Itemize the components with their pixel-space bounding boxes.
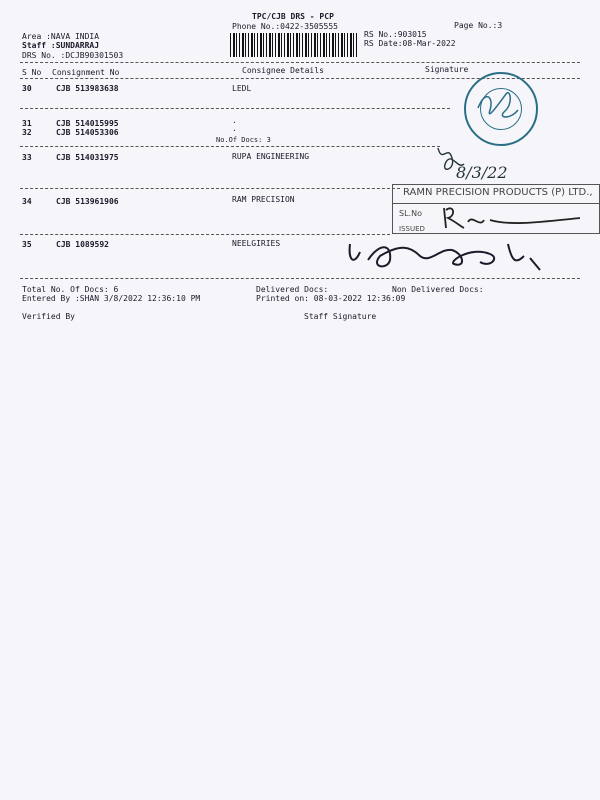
row-32-consignment: CJB 514053306 (56, 128, 119, 137)
row-34-consignee: RAM PRECISION (232, 195, 295, 204)
total-docs: Total No. Of Docs: 6 (22, 285, 119, 294)
column-sno: S No (22, 68, 42, 77)
area-label: Area :NAVA INDIA (22, 32, 100, 41)
group-doc-count: No.Of Docs: 3 (216, 136, 271, 144)
staff-label: Staff :SUNDARRAJ (22, 41, 100, 50)
row-31-consignee: . (232, 116, 237, 125)
drs-number: DRS No. :DCJB90301503 (22, 51, 124, 60)
row-35-consignee: NEELGIRIES (232, 239, 281, 248)
phone-number: Phone No.:0422-3505555 (232, 22, 338, 31)
signature-date: 8/3/22 (456, 163, 508, 182)
row-33-signature (430, 140, 510, 190)
header-divider (20, 62, 580, 63)
page-number: Page No.:3 (454, 21, 503, 30)
rs-date: RS Date:08-Mar-2022 (364, 39, 456, 48)
row-31-sno: 31 (22, 119, 32, 128)
row-divider (20, 234, 390, 235)
row-34-signature (440, 200, 590, 236)
column-consignment: Consignment No (52, 68, 120, 77)
seal-signature (460, 68, 540, 148)
rs-number: RS No.:903015 (364, 30, 427, 39)
barcode-image (230, 33, 358, 57)
row-divider (20, 188, 400, 189)
stamp-issued: ISSUED (399, 225, 425, 233)
column-consignee: Consignee Details (242, 66, 324, 75)
delivered-docs: Delivered Docs: (256, 285, 329, 294)
row-31-consignment: CJB 514015995 (56, 119, 119, 128)
document-title: TPC/CJB DRS - PCP (252, 12, 334, 21)
stamp-company-name: RAMN PRECISION PRODUCTS (P) LTD., (403, 187, 593, 198)
stamp-sl-no: SL.No (399, 209, 422, 218)
row-30-consignee: LEDL (232, 84, 252, 93)
row-34-consignment: CJB 513961906 (56, 197, 119, 206)
row-33-consignee: RUPA ENGINEERING (232, 152, 310, 161)
row-33-consignment: CJB 514031975 (56, 153, 119, 162)
entered-by: Entered By :SHAN 3/8/2022 12:36:10 PM (22, 294, 201, 303)
printed-on: Printed on: 08-03-2022 12:36:09 (256, 294, 406, 303)
column-signature: Signature (425, 65, 469, 74)
non-delivered-docs: Non Delivered Docs: (392, 285, 484, 294)
row-30-sno: 30 (22, 84, 32, 93)
row-divider (20, 146, 440, 147)
row-33-sno: 33 (22, 153, 32, 162)
row-divider (20, 108, 450, 109)
row-30-consignment: CJB 513983638 (56, 84, 119, 93)
row-35-signature (340, 234, 560, 280)
row-35-sno: 35 (22, 240, 32, 249)
row-32-consignee: . (232, 124, 237, 133)
row-34-sno: 34 (22, 197, 32, 206)
verified-by: Verified By (22, 312, 75, 321)
row-35-consignment: CJB 1089592 (56, 240, 109, 249)
staff-signature-label: Staff Signature (304, 312, 377, 321)
row-32-sno: 32 (22, 128, 32, 137)
